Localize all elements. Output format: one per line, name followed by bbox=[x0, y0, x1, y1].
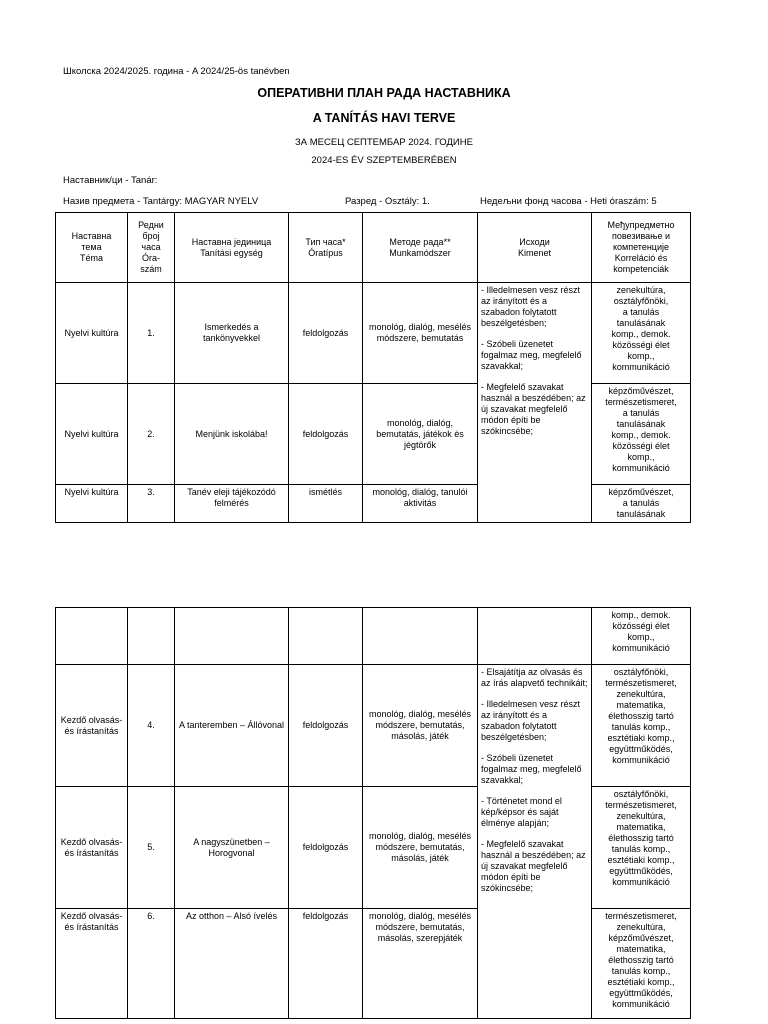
outcome-item: - Elsajátítja az olvasás és az írás alapvető technikáit; bbox=[481, 667, 588, 688]
row5-type: feldolgozás bbox=[289, 787, 363, 909]
col-header-outcomes: Исходи Kimenet bbox=[478, 213, 592, 283]
row4-type: feldolgozás bbox=[289, 665, 363, 787]
row4-method: monológ, dialóg, mesélés módszere, bemutatás, másolás, játék bbox=[363, 665, 478, 787]
row6-method: monológ, dialóg, mesélés módszere, bemutatás, másolás, szerepjáték bbox=[363, 909, 478, 1019]
school-year: Школска 2024/2025. година - A 2024/25-ös tanévben bbox=[63, 66, 290, 77]
title-hungarian: A TANÍTÁS HAVI TERVE bbox=[312, 111, 456, 125]
plan-table-page1 bbox=[55, 212, 691, 523]
row2-unit: Menjünk iskolába! bbox=[175, 384, 289, 485]
col-header-correlation: Међупредметно повезивање и компетенције Korreláció és kompetenciák bbox=[592, 213, 691, 283]
row6-type: feldolgozás bbox=[289, 909, 363, 1019]
row4-theme: Kezdő olvasás- és írástanítás bbox=[56, 665, 128, 787]
row2-correlation: képzőművészet, természetismeret, a tanulás tanulásának komp., demok. közösségi élet komp., kommunikáció bbox=[592, 384, 691, 485]
row4-correlation: osztályfőnöki, természetismeret, zenekultúra, matematika, élethosszig tartó tanulás komp., esztétiaki komp., együttműködés, kommunikáció bbox=[592, 665, 691, 787]
row1-theme: Nyelvi kultúra bbox=[56, 283, 128, 384]
col-header-theme: Наставна тема Téma bbox=[56, 213, 128, 283]
row2-number: 2. bbox=[128, 384, 175, 485]
outcomes-page2 bbox=[478, 665, 592, 1019]
outcome-item: - Illedelmesen vesz részt az irányított és a szabadon folytatott beszélgetésben; bbox=[481, 285, 581, 328]
row1-type: feldolgozás bbox=[289, 283, 363, 384]
row3-correlation: képzőművészet, a tanulás tanulásának bbox=[592, 485, 691, 523]
continuation-theme bbox=[56, 608, 128, 665]
month-serbian: ЗА МЕСЕЦ СЕПТЕМБАР 2024. ГОДИНЕ bbox=[295, 137, 473, 148]
row4-unit: A tanteremben – Állóvonal bbox=[175, 665, 289, 787]
outcome-item: - Illedelmesen vesz részt az irányított és a szabadon folytatott beszélgetésben; bbox=[481, 699, 581, 742]
row3-type: ismétlés bbox=[289, 485, 363, 523]
continuation-type bbox=[289, 608, 363, 665]
row5-method: monológ, dialóg, mesélés módszere, bemutatás, másolás, játék bbox=[363, 787, 478, 909]
row4-number: 4. bbox=[128, 665, 175, 787]
row3-number: 3. bbox=[128, 485, 175, 523]
row5-correlation: osztályfőnöki, természetismeret, zenekultúra, matematika, élethosszig tartó tanulás komp., esztétiaki komp., együttműködés, kommunikáció bbox=[592, 787, 691, 909]
outcome-item: - Szóbeli üzenetet fogalmaz meg, megfelelő szavakkal; bbox=[481, 753, 582, 785]
row3-unit: Tanév eleji tájékozódó felmérés bbox=[175, 485, 289, 523]
row6-unit: Az otthon – Alsó ívelés bbox=[175, 909, 289, 1019]
row5-number: 5. bbox=[128, 787, 175, 909]
row6-number: 6. bbox=[128, 909, 175, 1019]
col-header-lesson-number: Редни број часа Óra- szám bbox=[128, 213, 175, 283]
row3-method: monológ, dialóg, tanulói aktivitás bbox=[363, 485, 478, 523]
outcomes-page1 bbox=[478, 283, 592, 523]
row3-theme: Nyelvi kultúra bbox=[56, 485, 128, 523]
col-header-method: Методе рада** Munkamódszer bbox=[363, 213, 478, 283]
col-header-unit: Наставна јединица Tanítási egység bbox=[175, 213, 289, 283]
row5-unit: A nagyszünetben – Horogvonal bbox=[175, 787, 289, 909]
outcome-item: - Megfelelő szavakat használ a beszédében; az új szavakat megfelelő módon építi be szókincsébe; bbox=[481, 839, 586, 893]
outcome-item: - Szóbeli üzenetet fogalmaz meg, megfelelő szavakkal; bbox=[481, 339, 582, 371]
subject-label: Назив предмета - Tantárgy: MAGYAR NYELV bbox=[63, 196, 259, 207]
row1-correlation: zenekultúra, osztályfőnöki, a tanulás tanulásának komp., demok. közösségi élet komp., kommunikáció bbox=[592, 283, 691, 384]
continuation-unit bbox=[175, 608, 289, 665]
row6-correlation: természetismeret, zenekultúra, képzőművészet, matematika, élethosszig tartó tanulás komp., esztétiaki komp., együttműködés, kommunikáció bbox=[592, 909, 691, 1019]
row1-method: monológ, dialóg, mesélés módszere, bemutatás bbox=[363, 283, 478, 384]
continuation-correlation: komp., demok. közösségi élet komp., kommunikáció bbox=[592, 608, 691, 665]
row2-type: feldolgozás bbox=[289, 384, 363, 485]
continuation-outcomes bbox=[478, 608, 592, 665]
weekly-hours-label: Недељни фонд часова - Heti óraszám: 5 bbox=[480, 196, 657, 207]
plan-table-page2 bbox=[55, 607, 691, 1019]
col-header-type: Тип часа* Óratípus bbox=[289, 213, 363, 283]
continuation-method bbox=[363, 608, 478, 665]
title-serbian: ОПЕРАТИВНИ ПЛАН РАДА НАСТАВНИКА bbox=[257, 86, 511, 100]
grade-label: Разред - Osztály: 1. bbox=[345, 196, 430, 207]
outcome-item: - Megfelelő szavakat használ a beszédében; az új szavakat megfelelő módon építi be szókincsébe; bbox=[481, 382, 586, 436]
row5-theme: Kezdő olvasás- és írástanítás bbox=[56, 787, 128, 909]
continuation-number bbox=[128, 608, 175, 665]
outcome-item: - Történetet mond el kép/képsor és saját élménye alapján; bbox=[481, 796, 562, 828]
month-hungarian: 2024-ES ÉV SZEPTEMBERÉBEN bbox=[311, 155, 457, 166]
row1-unit: Ismerkedés a tankönyvekkel bbox=[175, 283, 289, 384]
row6-theme: Kezdő olvasás- és írástanítás bbox=[56, 909, 128, 1019]
row1-number: 1. bbox=[128, 283, 175, 384]
row2-method: monológ, dialóg, bemutatás, játékok és jégtörők bbox=[363, 384, 478, 485]
teacher-label: Наставник/ци - Tanár: bbox=[63, 175, 158, 186]
row2-theme: Nyelvi kultúra bbox=[56, 384, 128, 485]
